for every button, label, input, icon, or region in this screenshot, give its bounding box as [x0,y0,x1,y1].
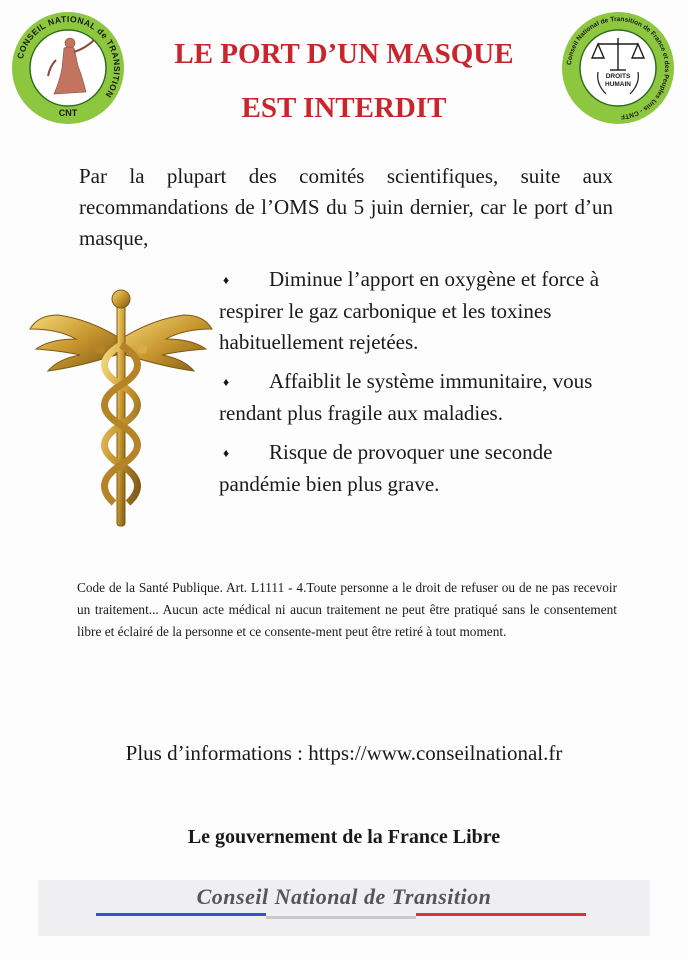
diamond-bullet-icon: ♦ [223,375,230,389]
page-title [140,34,548,128]
bullet-text: Diminue l’apport en oxygène et force à respirer le gaz carbonique et les toxines habituellement rejetées. [219,267,600,354]
bullet-text: Affaiblit le système immunitaire, vous rendant plus fragile aux maladies. [219,369,593,425]
bullet-list [219,264,619,508]
title-line-2: EST INTERDIT [241,92,447,124]
footer-bar-red [416,913,586,916]
droits-humain-logo [560,10,676,126]
list-item [219,437,619,500]
cnt-logo-ring-text: CONSEIL NATIONAL de TRANSITION [14,13,123,100]
right-logo-ring-text: Conseil National de Transition de France et des Peuples Unis - CNTF [566,15,671,120]
list-item [219,264,619,358]
cnt-logo [10,10,126,126]
diamond-bullet-icon: ♦ [223,273,230,287]
bullet-text: Risque de provoquer une seconde pandémie bien plus grave. [219,440,553,496]
title-line-1: LE PORT D’UN MASQUE [174,38,514,70]
footer-bar-blue [96,913,266,916]
intro-paragraph: Par la plupart des comités scientifiques, suite aux recommandations de l’OMS du 5 juin dernier, car le port d’un masque, [79,164,613,250]
badge-line1: DROITS [605,73,631,80]
info-link-line[interactable]: Plus d’informations : https://www.conseilnational.fr [125,741,563,765]
badge-line2: HUMAIN [605,81,631,88]
government-line: Le gouvernement de la France Libre [187,826,501,848]
footer-name: Conseil National de Transition [196,884,492,909]
legal-code-paragraph: Code de la Santé Publique. Art. L1111 - 4.Toute personne a le droit de refuser ou de ne pas recevoir un traitement... Aucun acte médical ni aucun traitement ne peut être pratiqué sans le consentement libre et éclairé de la personne et ce consente-ment peut être retiré à tout moment. [77,580,617,639]
list-item [219,366,619,429]
caduceus-icon [28,285,214,535]
diamond-bullet-icon: ♦ [223,446,230,460]
footer-bar-grey [266,916,416,919]
cnt-logo-abbr: CNT [58,108,78,118]
